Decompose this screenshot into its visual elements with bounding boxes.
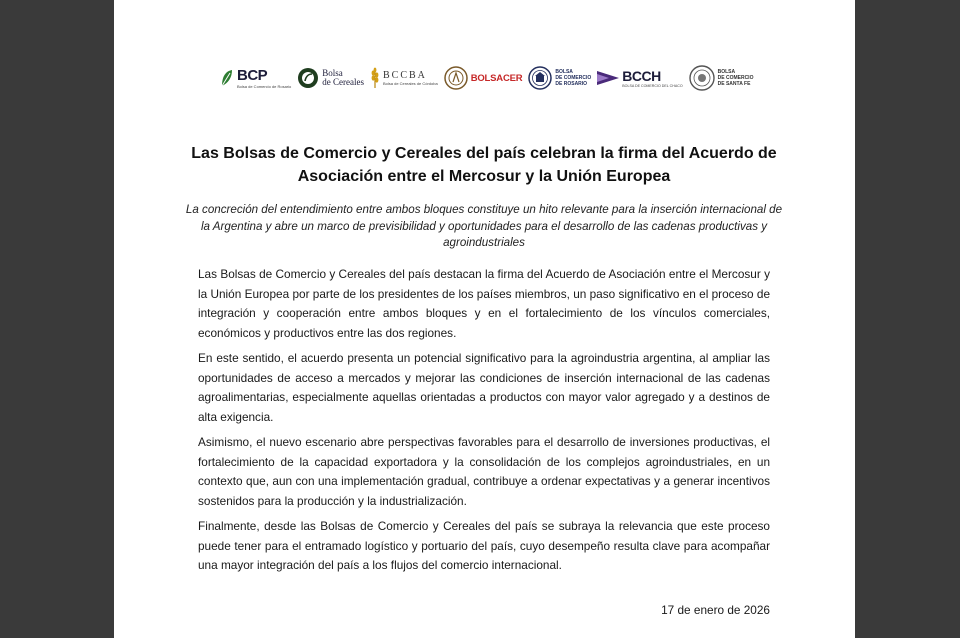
document-subtitle: La concreción del entendimiento entre ambos bloques constituye un hito relevante para la inserción internacional de la Argentina y abre un marco de previsibilidad y oportunidades para el desarrollo de las cadenas productivas y agroindustriales: [185, 203, 783, 249]
body-paragraph-1: Las Bolsas de Comercio y Cereales del país destacan la firma del Acuerdo de Asociación entre el Mercosur y la Unión Europea por parte de los presidentes de los países miembros, un paso significativo en el proceso de integración y cooperación entre ambos bloques y en el fortalecimiento de los vínculos comerciales, económicos y productivos entre las dos regiones.: [198, 267, 770, 340]
body-paragraph-4: Finalmente, desde las Bolsas de Comercio y Cereales del país se subraya la relevancia que este proceso puede tener para el entramado logístico y portuario del país, cuyo desempeño resulta clave para acompañar una mayor integración del país a los flujos del comercio internacional.: [198, 519, 770, 573]
bccba-logo-text: BCCBA: [382, 70, 427, 81]
bolsa-cereales-seal-icon: [297, 67, 319, 89]
bcr-line1: BOLSA: [555, 69, 573, 75]
bcr-seal-icon: [528, 66, 552, 90]
bolsa-cereales-line1: Bolsa: [322, 68, 343, 78]
logo-bolsacer: [444, 62, 523, 94]
logo-bcch: [597, 62, 682, 94]
bcch-logo-text: BCCH: [622, 67, 661, 84]
logo-bcr: [528, 62, 591, 94]
document-page: [114, 0, 855, 638]
document-date: 17 de enero de 2026: [661, 603, 770, 617]
bcp-leaf-icon: [220, 68, 234, 88]
bcr-line2: DE COMERCIO: [555, 75, 592, 81]
bcsf-line1: BOLSA: [717, 69, 736, 75]
bcch-flag-icon: [597, 71, 619, 85]
bcp-logo-text: BCP: [237, 67, 268, 84]
logo-bccba: [370, 62, 438, 94]
bolsacer-logo-text: BOLSACER: [470, 72, 523, 84]
logo-bcsf: [689, 62, 754, 94]
body-paragraph-3: Asimismo, el nuevo escenario abre perspectivas favorables para el desarrollo de inversiones productivas, el fortalecimiento de la capacidad exportadora y la consolidación de los complejos agroindustriales, en un contexto que, aun con una implementación gradual, contribuye a ordenar expectativas y a generar incentivos sostenidos para la producción y la industrialización.: [198, 435, 770, 508]
bcsf-seal-icon: [689, 65, 715, 91]
document-title: Las Bolsas de Comercio y Cereales del país celebran la firma del Acuerdo de Asociación entre el Mercosur y la Unión Europea: [191, 145, 777, 185]
logo-bar: [220, 62, 784, 94]
bcsf-line3: DE SANTA FE: [717, 81, 751, 87]
logo-bcp: [220, 62, 291, 94]
body-paragraph-2: En este sentido, el acuerdo presenta un potencial significativo para la agroindustria argentina, al ampliar las oportunidades de acceso a mercados y mejorar las condiciones de inserción internacional de las cadenas agroalimentarias, especialmente aquellas orientadas a productos con mayor valor agregado y a destinos de alta exigencia.: [198, 351, 770, 424]
bcp-logo-sub: Bolsa de Comercio de Rosario: [237, 84, 292, 89]
logo-bolsa-cereales: [297, 62, 364, 94]
bccba-logo-sub: Bolsa de Cereales de Córdoba: [382, 81, 438, 86]
bolsacer-seal-icon: [444, 66, 468, 90]
bolsa-cereales-line2: de Cereales: [322, 77, 364, 87]
wheat-icon: [370, 67, 380, 89]
bcsf-line2: DE COMERCIO: [717, 75, 754, 81]
bcch-logo-sub: BOLSA DE COMERCIO DEL CHACO: [622, 83, 683, 88]
bcr-line3: DE ROSARIO: [555, 81, 588, 87]
